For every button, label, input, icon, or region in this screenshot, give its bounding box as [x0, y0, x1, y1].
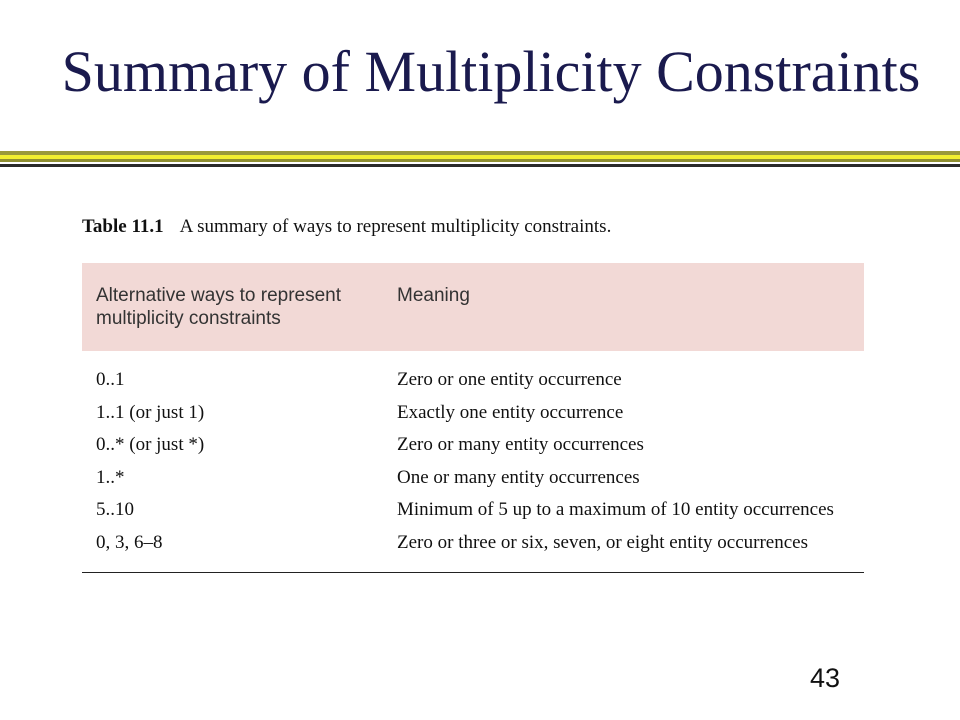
table-body — [82, 366, 864, 561]
table-row — [82, 399, 864, 432]
table-caption — [82, 214, 611, 240]
table-row — [82, 366, 864, 399]
cell-meaning: Minimum of 5 up to a maximum of 10 entity occurrences — [397, 499, 834, 520]
cell-meaning: One or many entity occurrences — [397, 466, 640, 488]
cell-alternative: 1..* — [96, 466, 125, 488]
title-divider-olive-lower — [0, 159, 960, 162]
cell-alternative: 1..1 (or just 1) — [96, 401, 205, 423]
cell-meaning: Exactly one entity occurrence — [397, 401, 624, 423]
cell-alternative: 5..10 — [96, 499, 134, 520]
title-divider-dark — [0, 164, 960, 167]
cell-meaning: Zero or three or six, seven, or eight entity occurrences — [397, 531, 808, 553]
cell-alternative: 0, 3, 6–8 — [96, 531, 163, 553]
cell-alternative: 0..* (or just *) — [96, 434, 205, 455]
page-number: 43 — [810, 663, 841, 693]
table-bottom-rule — [82, 572, 864, 573]
header-alternative: Alternative ways to represent multiplicity constraints — [96, 285, 342, 329]
cell-meaning: Zero or many entity occurrences — [397, 434, 644, 455]
table-row — [82, 464, 864, 497]
cell-meaning: Zero or one entity occurrence — [397, 369, 622, 390]
cell-alternative: 0..1 — [96, 369, 125, 390]
table-row — [82, 529, 864, 562]
table-caption-text: A summary of ways to represent multiplicity constraints. — [179, 216, 612, 237]
table-header — [82, 263, 864, 351]
table-row — [82, 431, 864, 464]
header-meaning: Meaning — [397, 285, 470, 306]
table-row — [82, 496, 864, 529]
table-caption-label: Table 11.1 — [82, 216, 164, 237]
slide-title: Summary of Multiplicity Constraints — [61, 39, 921, 104]
